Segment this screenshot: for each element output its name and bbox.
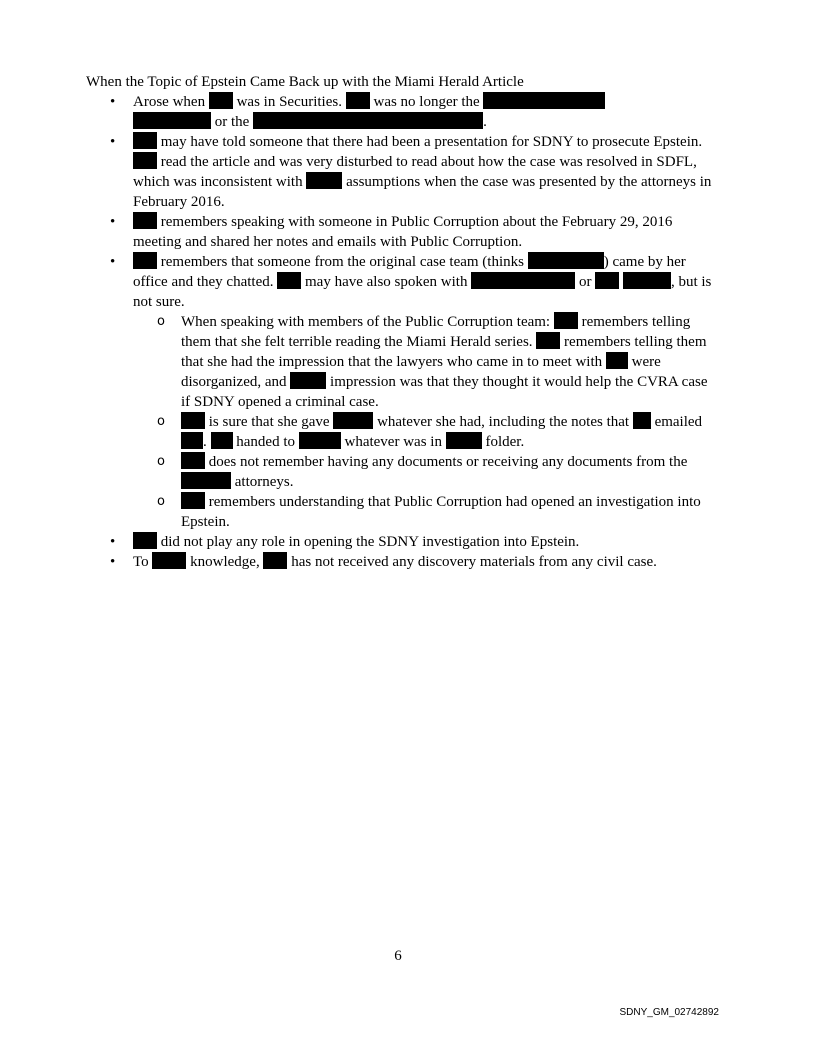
text-span: attorneys. — [234, 474, 294, 490]
text-span: did not play any role in opening the SDNY investigation into Epstein. — [160, 534, 580, 550]
text-span: has not received any discovery materials from any civil case. — [291, 554, 657, 570]
text-span: assumptions when the case was presented by the attorneys in February 2016. — [133, 174, 712, 210]
redaction-box — [152, 552, 186, 569]
text-span: or — [578, 274, 592, 290]
document-body — [86, 72, 716, 572]
redaction-box — [133, 112, 211, 129]
redaction-box — [633, 412, 651, 429]
bullet-item-2 — [86, 132, 716, 212]
sub-bullet-item-3 — [133, 452, 716, 492]
redaction-box — [346, 92, 370, 109]
text-span: , but is not sure. — [133, 274, 712, 310]
redaction-box — [623, 272, 671, 289]
text-span: is sure that she gave — [208, 414, 330, 430]
redaction-box — [483, 92, 605, 109]
bullet-marker: • — [110, 94, 116, 110]
sub-bullet-item-4 — [133, 492, 716, 532]
page-number: 6 — [394, 948, 402, 964]
redaction-box — [277, 272, 301, 289]
redaction-box — [133, 132, 157, 149]
text-span: remembers understanding that Public Corruption had opened an investigation into Epstein. — [181, 494, 701, 530]
text-span: knowledge, — [190, 554, 260, 570]
bullet-marker: • — [110, 214, 116, 230]
redaction-box — [595, 272, 619, 289]
sub-bullet-item-1 — [133, 312, 716, 412]
text-span: was in Securities. — [236, 94, 342, 110]
text-span: was no longer the — [373, 94, 480, 110]
text-span: handed to — [236, 434, 295, 450]
redaction-box — [209, 92, 233, 109]
sub-bullet-list — [133, 312, 716, 532]
text-span: remembers telling them that she felt terrible reading the Miami Herald series. — [181, 314, 691, 350]
redaction-box — [306, 172, 342, 189]
text-span: or the — [214, 114, 250, 130]
redaction-box — [133, 152, 157, 169]
bullet-item-5 — [86, 532, 716, 552]
text-span: read the article and was very disturbed to read about how the case was resolved in SDFL, which was inconsistent with — [133, 154, 697, 190]
sub-bullet-marker: o — [157, 494, 165, 509]
bullet-item-4 — [86, 252, 716, 532]
redaction-box — [133, 212, 157, 229]
redaction-box — [263, 552, 287, 569]
redaction-box — [181, 472, 231, 489]
text-span: whatever she had, including the notes that — [377, 414, 630, 430]
redaction-box — [606, 352, 628, 369]
redaction-box — [471, 272, 575, 289]
bullet-item-3 — [86, 212, 716, 252]
text-span: remembers that someone from the original case team (thinks — [160, 254, 524, 270]
redaction-box — [181, 412, 205, 429]
text-span: remembers speaking with someone in Public Corruption about the February 29, 2016 meeting and shared her notes and emails with Public Corruption. — [133, 214, 673, 250]
bullet-marker: • — [110, 134, 116, 150]
redaction-box — [133, 532, 157, 549]
text-span: impression was that they thought it would help the CVRA case if SDNY opened a criminal case. — [181, 374, 708, 410]
redaction-box — [536, 332, 560, 349]
text-span: remembers telling them that she had the impression that the lawyers who came in to meet with — [181, 334, 707, 370]
bullet-list — [86, 92, 716, 572]
redaction-box — [554, 312, 578, 329]
bullet-marker: • — [110, 534, 116, 550]
bullet-marker: • — [110, 254, 116, 270]
bullet-marker: • — [110, 554, 116, 570]
text-span: folder. — [485, 434, 525, 450]
redaction-box — [181, 432, 203, 449]
redaction-box — [181, 492, 205, 509]
redaction-box — [333, 412, 373, 429]
text-span: emailed — [654, 414, 703, 430]
sub-bullet-item-2 — [133, 412, 716, 452]
redaction-box — [299, 432, 341, 449]
text-span: whatever was in — [344, 434, 442, 450]
redaction-box — [133, 252, 157, 269]
text-span: To — [133, 554, 149, 570]
text-span: When speaking with members of the Public Corruption team: — [181, 314, 551, 330]
sub-bullet-marker: o — [157, 454, 165, 469]
bullet-item-1 — [86, 92, 716, 132]
section-heading: When the Topic of Epstein Came Back up with the Miami Herald Article — [86, 74, 524, 90]
text-span: were disorganized, and — [181, 354, 661, 390]
text-span: may have told someone that there had been a presentation for SDNY to prosecute Epstein. — [160, 134, 703, 150]
sub-bullet-marker: o — [157, 314, 165, 329]
bullet-item-6 — [86, 552, 716, 572]
text-span: ) came by her office and they chatted. — [133, 254, 686, 290]
text-span: . — [203, 434, 207, 450]
sub-bullet-marker: o — [157, 414, 165, 429]
redaction-box — [528, 252, 604, 269]
redaction-box — [290, 372, 326, 389]
text-span: . — [483, 114, 487, 130]
redaction-box — [446, 432, 482, 449]
text-span: may have also spoken with — [305, 274, 468, 290]
text-span: does not remember having any documents or receiving any documents from the — [208, 454, 688, 470]
bates-number: SDNY_GM_02742892 — [619, 1007, 719, 1018]
redaction-box — [211, 432, 233, 449]
redaction-box — [181, 452, 205, 469]
text-span: Arose when — [133, 94, 206, 110]
redaction-box — [253, 112, 483, 129]
